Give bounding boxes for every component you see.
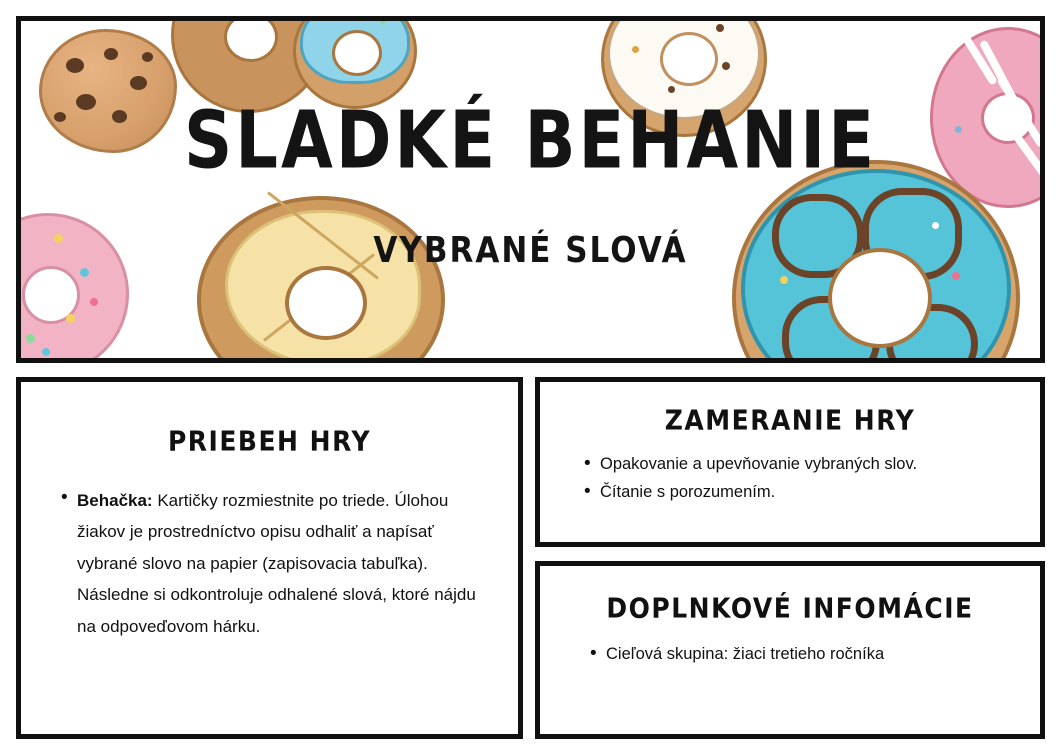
list-item: • Opakovanie a upevňovanie vybraných slov. bbox=[600, 451, 1014, 477]
panel-course-of-game bbox=[16, 377, 523, 739]
banner-titles bbox=[21, 21, 1040, 271]
panel-additional-title: DOPLNKOVÉ INFOMÁCIE bbox=[606, 591, 974, 625]
panel-additional-list bbox=[540, 641, 1040, 668]
page-subtitle: VYBRANÉ SLOVÁ bbox=[373, 229, 688, 271]
list-item-lead: Behačka: bbox=[77, 491, 153, 510]
panel-focus-of-game bbox=[535, 377, 1045, 547]
list-item bbox=[77, 485, 482, 642]
page-title: SLADKÉ BEHANIE bbox=[184, 94, 877, 187]
panel-course-list bbox=[21, 485, 518, 642]
panel-additional-info bbox=[535, 561, 1045, 739]
panel-course-title: PRIEBEH HRY bbox=[167, 424, 372, 458]
header-banner bbox=[16, 16, 1045, 363]
list-item-text: Kartičky rozmiestnite po triede. Úlohou žiakov je prostredníctvo opisu odhaliť a napísať vybrané slovo na papier (zapisovacia tabuľka). Následne si odkontroluje odhalené slová, ktoré nájdu na odpoveďovom hárku. bbox=[77, 491, 476, 636]
list-item: • Cieľová skupina: žiaci tretieho ročníka bbox=[606, 641, 1014, 668]
panel-focus-title: ZAMERANIE HRY bbox=[664, 403, 916, 437]
panel-focus-list bbox=[540, 451, 1040, 506]
list-item: • Čítanie s porozumením. bbox=[600, 479, 1014, 505]
